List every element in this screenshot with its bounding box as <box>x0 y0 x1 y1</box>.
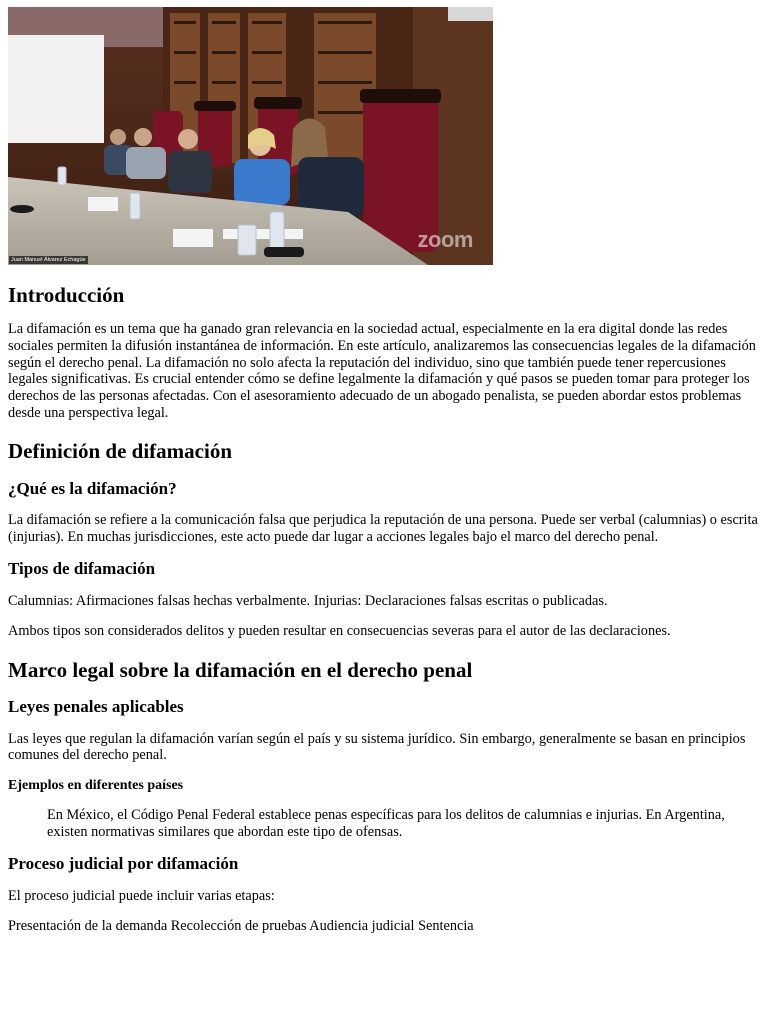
paragraph-laws: Las leyes que regulan la difamación varían según el país y su sistema jurídico. Sin embargo, generalmente se basan en principios comunes del derecho penal. <box>8 730 746 764</box>
blockquote-examples <box>47 807 760 840</box>
heading-types: Tipos de difamación <box>8 559 156 579</box>
heading-what-is: ¿Qué es la difamación? <box>8 478 177 498</box>
heading-examples: Ejemplos en diferentes países <box>8 778 184 794</box>
paragraph-what-is: La difamación se refiere a la comunicación falsa que perjudica la reputación de una persona. Puede ser verbal (calumnias) o escrita (injurias). En muchas jurisdicciones, este acto puede dar lugar a acciones legales bajo el marco del derecho penal. <box>8 511 758 545</box>
heading-introduction: Introducción <box>8 283 125 307</box>
paragraph-types-note: Ambos tipos son considerados delitos y pueden resultar en consecuencias severas para el autor de las declaraciones. <box>8 623 671 640</box>
paragraph-process-steps: Presentación de la demanda Recolección de pruebas Audiencia judicial Sentencia <box>8 918 474 935</box>
hero-caption: Juan Manuel Álvarez Echagüe <box>11 257 86 263</box>
paragraph-types: Calumnias: Afirmaciones falsas hechas verbalmente. Injurias: Declaraciones falsas escritas o publicadas. <box>8 592 608 609</box>
zoom-watermark: zoom <box>417 227 473 252</box>
hero-image <box>8 7 493 265</box>
heading-definition: Definición de difamación <box>8 439 232 464</box>
paragraph-examples: En México, el Código Penal Federal establece penas específicas para los delitos de calumnias e injurias. En Argentina, existen normativas similares que abordan este tipo de ofensas. <box>47 806 725 840</box>
heading-process: Proceso judicial por difamación <box>8 854 239 874</box>
paragraph-process: El proceso judicial puede incluir varias etapas: <box>8 887 275 904</box>
heading-laws: Leyes penales aplicables <box>8 697 184 717</box>
heading-legal-framework: Marco legal sobre la difamación en el derecho penal <box>8 658 473 683</box>
paragraph-introduction: La difamación es un tema que ha ganado gran relevancia en la sociedad actual, especialmente en la era digital donde las redes sociales permiten la difusión instantánea de información. En este artículo, analizaremos las consecuencias legales de la difamación según el derecho penal. La difamación no solo afecta la reputación del individuo, sino que también puede tener repercusiones legales significativas. Es crucial entender cómo se define legalmente la difamación y qué pasos se pueden tomar para proteger los derechos de las personas afectadas. Con el asesoramiento adecuado de un abogado penalista, se pueden abordar estos problemas desde una perspectiva legal. <box>8 321 756 421</box>
